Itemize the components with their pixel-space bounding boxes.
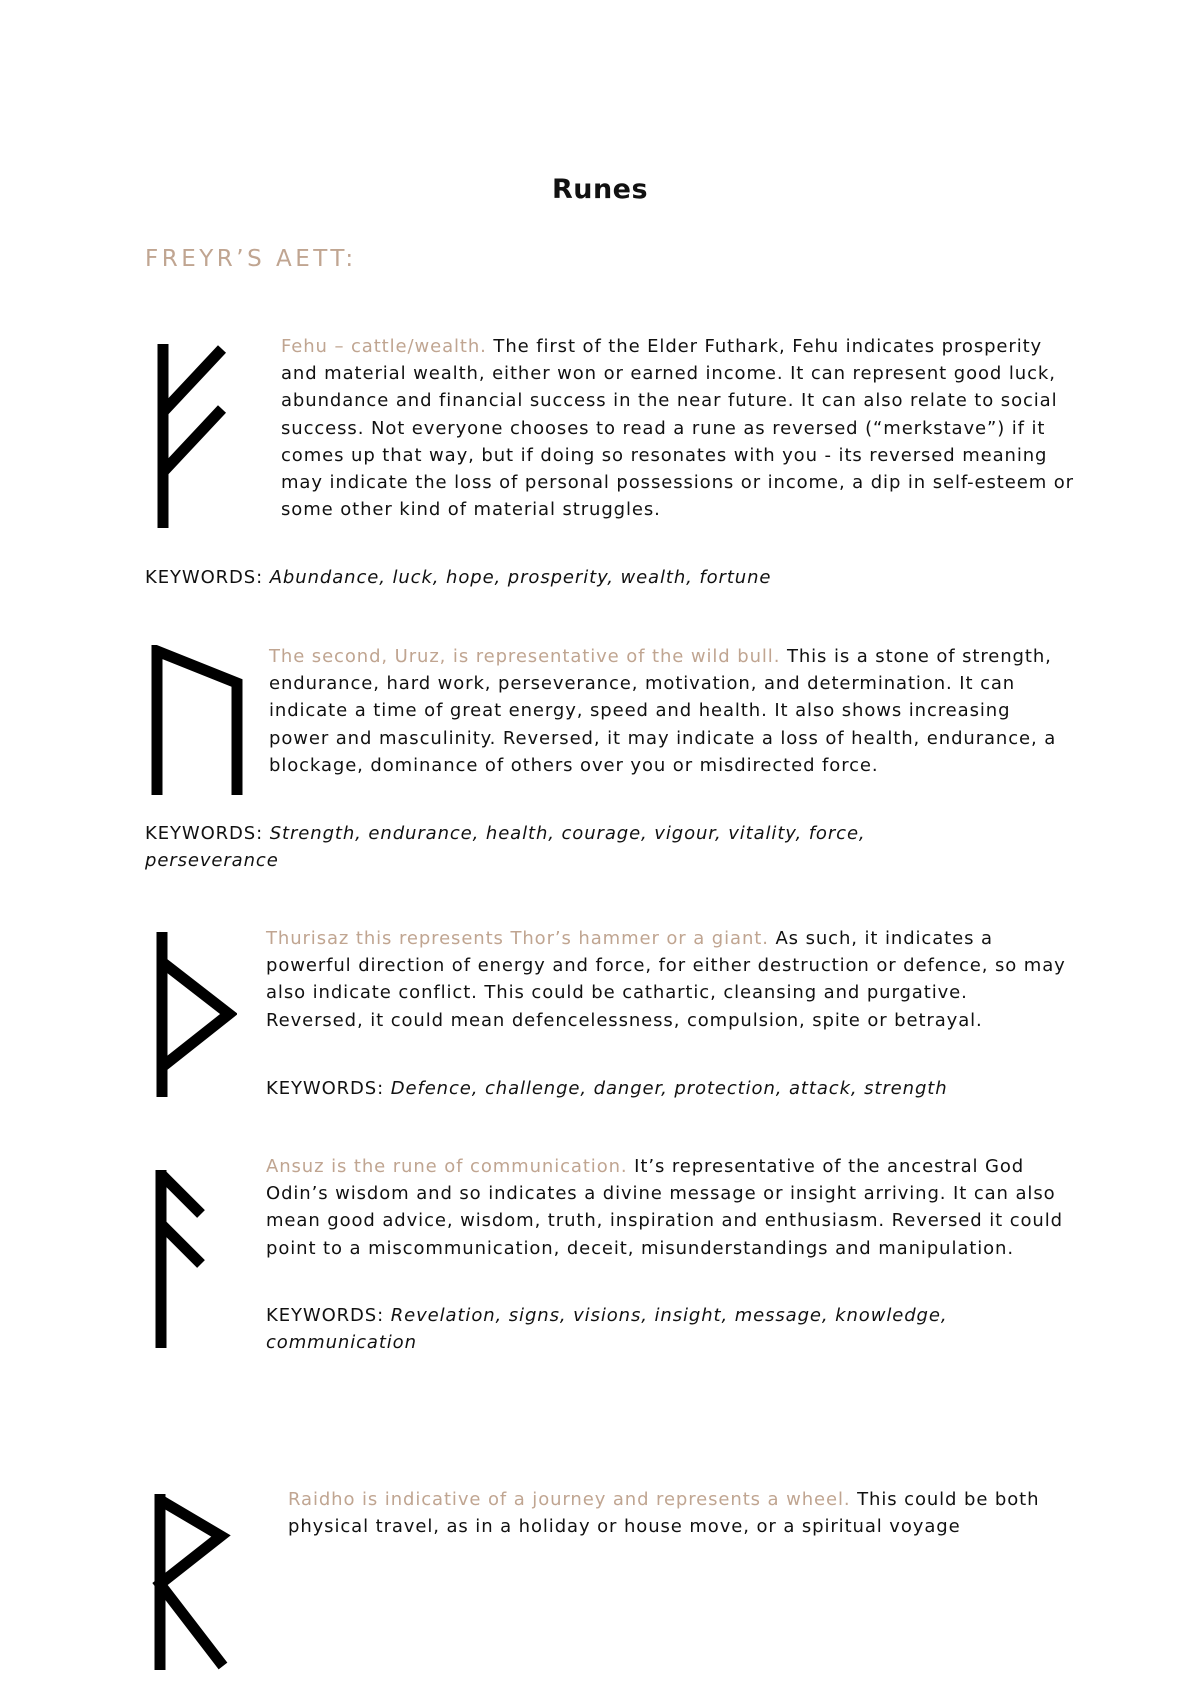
fehu-description: [281, 333, 1076, 523]
thurisaz-description: [266, 925, 1071, 1034]
fehu-rune-icon: [152, 344, 232, 528]
raidho-rune-icon: [151, 1494, 233, 1670]
fehu-keywords-list: Abundance, luck, hope, prosperity, wealth, fortune: [269, 567, 772, 588]
uruz-lead: The second, Uruz, is representative of the wild bull.: [269, 646, 781, 667]
uruz-keywords-list: Strength, endurance, health, courage, vigour, vitality, force, perseverance: [145, 823, 866, 872]
ansuz-lead: Ansuz is the rune of communication.: [266, 1156, 628, 1177]
ansuz-body: It’s representative of the ancestral God Odin’s wisdom and so indicates a divine message or insight arriving. It can also mean good advice, wisdom, truth, inspiration and enthusiasm. Reversed it could point to a miscommunication, deceit, misunderstandings and manipulation.: [266, 1156, 1063, 1259]
keywords-label: KEYWORDS:: [266, 1078, 391, 1099]
ansuz-keywords-list: Revelation, signs, visions, insight, message, knowledge, communication: [266, 1305, 948, 1354]
ansuz-description: [266, 1153, 1076, 1262]
raidho-lead: Raidho is indicative of a journey and represents a wheel.: [288, 1489, 851, 1510]
uruz-keywords: [145, 820, 935, 874]
thurisaz-keywords: [266, 1075, 1066, 1102]
raidho-description: [288, 1486, 1088, 1540]
uruz-rune-icon: [151, 645, 245, 795]
raidho-body: This could be both physical travel, as in a holiday or house move, or a spiritual voyage: [288, 1489, 1040, 1538]
keywords-label: KEYWORDS:: [145, 823, 270, 844]
fehu-keywords: [145, 564, 1045, 591]
thurisaz-lead: Thurisaz this represents Thor’s hammer or a giant.: [266, 928, 769, 949]
thurisaz-keywords-list: Defence, challenge, danger, protection, attack, strength: [390, 1078, 948, 1099]
thurisaz-body: As such, it indicates a powerful direction of energy and force, for either destruction or defence, so may also indicate conflict. This could be cathartic, cleansing and purgative. Reversed, it could mean defencelessness, compulsion, spite or betrayal.: [266, 928, 1066, 1031]
uruz-body: This is a stone of strength, endurance, hard work, perseverance, motivation, and determination. It can indicate a time of great energy, speed and health. It also shows increasing power and masculinity. Reversed, it may indicate a loss of health, endurance, a blockage, dominance of others over you or misdirected force.: [269, 646, 1057, 776]
page-title: Runes: [551, 174, 649, 205]
keywords-label: KEYWORDS:: [266, 1305, 391, 1326]
fehu-lead: Fehu – cattle/wealth.: [281, 336, 487, 357]
thurisaz-rune-icon: [153, 932, 237, 1097]
uruz-description: [269, 643, 1069, 779]
ansuz-rune-icon: [153, 1170, 209, 1348]
ansuz-keywords: [266, 1302, 1006, 1356]
section-heading: FREYR’S AETT:: [145, 246, 357, 272]
keywords-label: KEYWORDS:: [145, 567, 270, 588]
fehu-body: The first of the Elder Futhark, Fehu indicates prosperity and material wealth, either won or earned income. It can represent good luck, abundance and financial success in the near future. It can also relate to social success. Not everyone chooses to read a rune as reversed (“merkstave”) if it comes up that way, but if doing so resonates with you - its reversed meaning may indicate the loss of personal possessions or income, a dip in self-esteem or some other kind of material struggles.: [281, 336, 1074, 521]
